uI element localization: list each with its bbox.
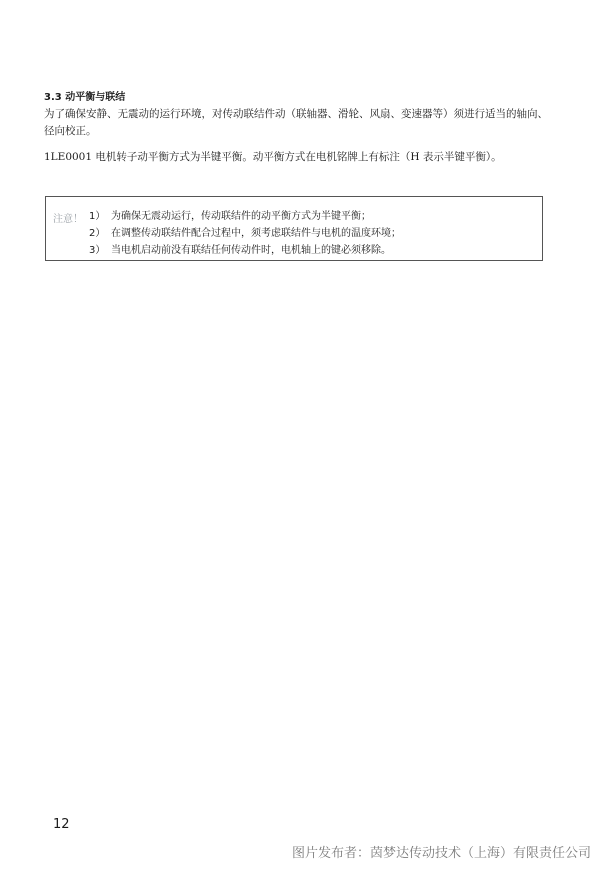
publisher-watermark: 图片发布者：茵梦达传动技术（上海）有限责任公司 bbox=[291, 846, 591, 861]
note-item-text: 在调整传动联结件配合过程中，须考虑联结件与电机的温度环境； bbox=[111, 228, 401, 239]
paragraph-alignment: 为了确保安静、无震动的运行环境，对传动联结件动（联轴器、滑轮、风扇、变速器等）须进行适当的轴向、径向校正。 bbox=[44, 108, 548, 137]
note-item bbox=[89, 242, 401, 259]
note-item bbox=[89, 208, 401, 225]
note-item-text: 为确保无震动运行，传动联结件的动平衡方式为半键平衡； bbox=[111, 211, 371, 222]
note-label: 注意！ bbox=[53, 214, 83, 225]
note-item-text: 当电机启动前没有联结任何传动件时，电机轴上的键必须移除。 bbox=[111, 245, 391, 256]
note-box bbox=[45, 196, 543, 261]
note-item-number: 3） bbox=[89, 245, 106, 256]
note-list bbox=[89, 208, 401, 259]
page-number: 12 bbox=[53, 817, 70, 832]
paragraph-balancing-method: 1LE0001 电机转子动平衡方式为半键平衡。动平衡方式在电机铭牌上有标注（H 表示半键平衡）。 bbox=[44, 151, 502, 163]
note-item-number: 2） bbox=[89, 228, 106, 239]
note-item bbox=[89, 225, 401, 242]
section-heading: 3.3 动平衡与联结 bbox=[44, 92, 126, 103]
note-item-number: 1） bbox=[89, 211, 106, 222]
